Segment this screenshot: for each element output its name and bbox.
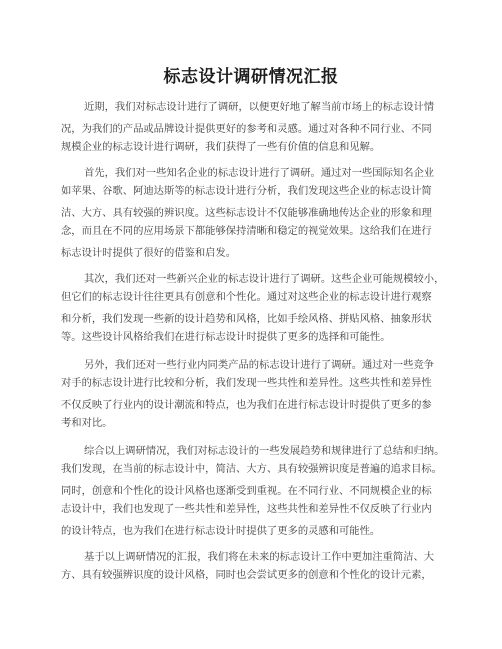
paragraph-line: 我们发现，在当前的标志设计中，简洁、大方、具有较强辨识度是普遍的追求目标。 <box>61 463 442 475</box>
paragraph-line: 同时，创意和个性化的设计风格也逐渐受到重视。在不同行业、不同规模企业的标 <box>61 485 432 497</box>
paragraph-line: 念，而且在不同的应用场景下都能够保持清晰和稳定的视觉效果。这给我们在进行 <box>61 225 432 237</box>
paragraph-line: 志设计中，我们也发现了一些共性和差异性，这些共性和差异性不仅反映了行业内 <box>61 503 432 515</box>
paragraph-line: 规模企业的标志设计进行调研，我们获得了一些有价值的信息和见解。 <box>61 141 381 153</box>
paragraph-line: 其次，我们还对一些新兴企业的标志设计进行了调研。这些企业可能规模较小， <box>84 273 445 285</box>
paragraph-line: 近期，我们对标志设计进行了调研，以便更好地了解当前市场上的标志设计情 <box>84 101 435 113</box>
paragraph-line: 况，为我们的产品或品牌设计提供更好的参考和灵感。通过对各种不同行业、不同 <box>61 123 432 135</box>
paragraph-line: 但它们的标志设计往往更具有创意和个性化。通过对这些企业的标志设计进行观察 <box>61 291 432 303</box>
document-title: 标志设计调研情况汇报 <box>163 67 339 87</box>
paragraph-line: 的设计特点，也为我们在进行标志设计时提供了更多的灵感和可能性。 <box>61 525 381 537</box>
paragraph-line: 基于以上调研情况的汇报，我们将在未来的标志设计工作中更加注重简洁、大 <box>84 551 435 563</box>
paragraph-line: 综合以上调研情况，我们对标志设计的一些发展趋势和规律进行了总结和归纳。 <box>84 445 445 457</box>
paragraph-line: 方、具有较强辨识度的设计风格，同时也会尝试更多的创意和个性化的设计元素， <box>61 569 432 581</box>
paragraph-line: 等。这些设计风格给我们在进行标志设计时提供了更多的选择和可能性。 <box>61 331 391 343</box>
paragraph-line: 对手的标志设计进行比较和分析，我们发现一些共性和差异性。这些共性和差异性 <box>61 377 432 389</box>
paragraph-line: 和分析，我们发现一些新的设计趋势和风格，比如手绘风格、拼贴风格、抽象形状 <box>61 313 432 325</box>
paragraph-line: 考和对比。 <box>61 417 113 429</box>
paragraph-line: 不仅反映了行业内的设计潮流和特点，也为我们在进行标志设计时提供了更多的参 <box>61 399 432 411</box>
paragraph-line: 标志设计时提供了很好的借鉴和启发。 <box>61 247 237 259</box>
paragraph-line: 首先，我们对一些知名企业的标志设计进行了调研。通过对一些国际知名企业 <box>84 167 435 179</box>
paragraph-line: 洁、大方、具有较强的辨识度。这些标志设计不仅能够准确地传达企业的形象和理 <box>61 207 432 219</box>
paragraph-line: 另外，我们还对一些行业内同类产品的标志设计进行了调研。通过对一些竞争 <box>84 359 435 371</box>
paragraph-line: 如苹果、谷歌、阿迪达斯等的标志设计进行分析，我们发现这些企业的标志设计简 <box>61 185 432 197</box>
